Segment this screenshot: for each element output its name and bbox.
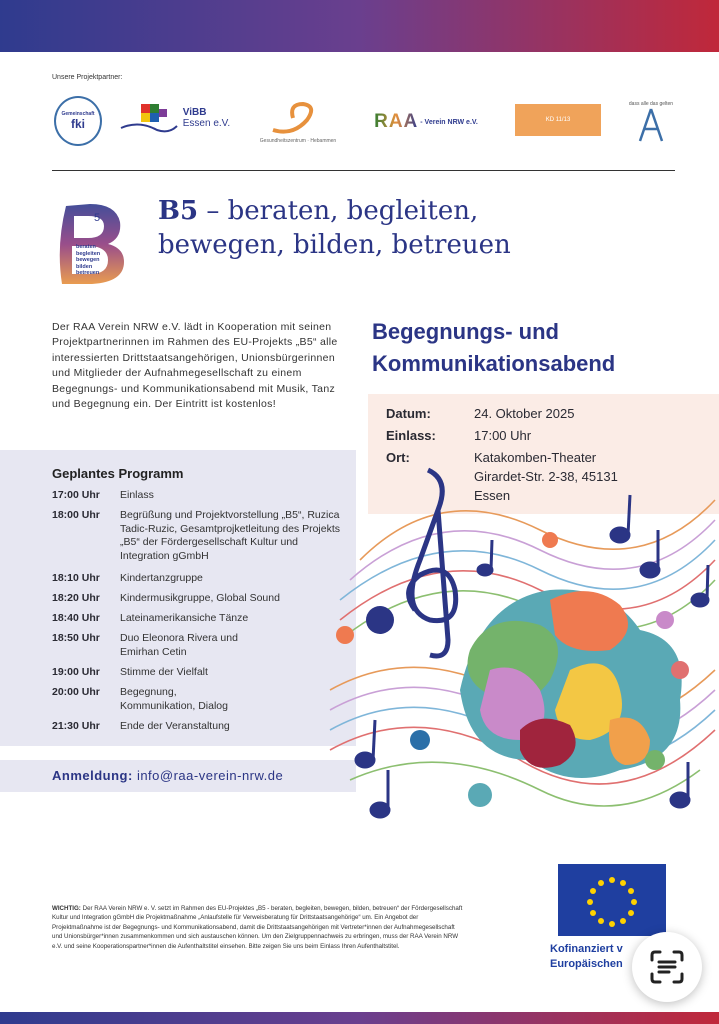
event-title-line1: Begegnungs- und: [372, 319, 559, 344]
program-title: Geplantes Programm: [52, 466, 184, 481]
admission-value: 17:00 Uhr: [474, 428, 532, 443]
event-title-line2: Kommunikationsabend: [372, 351, 616, 376]
program-desc: Kindermusikgruppe, Global Sound: [120, 592, 280, 604]
registration-label: Anmeldung:: [52, 768, 133, 783]
music-illustration: [320, 440, 719, 850]
partner-logo-fki: [54, 96, 102, 146]
program-time: 18:20 Uhr: [52, 592, 100, 604]
partner-logo-health-center: [248, 98, 348, 146]
divider-line: [52, 170, 675, 171]
program-desc: Einlass: [120, 489, 154, 501]
location-label: Ort:: [386, 450, 410, 465]
admission-label: Einlass:: [386, 428, 436, 443]
title-bold: B5: [158, 196, 199, 226]
registration: [52, 768, 283, 783]
program-desc: Kindertanzgruppe: [120, 572, 203, 584]
eu-line2: Europäischen: [550, 958, 623, 970]
treble-clef-icon: [409, 470, 456, 656]
raa-wordmark: RAA: [374, 111, 419, 132]
logo-word: beraten: [76, 244, 96, 250]
program-desc: Begegnung, Kommunikation, Dialog: [120, 686, 228, 712]
eu-line1: Kofinanziert v: [550, 943, 623, 955]
vibb-sub: Essen e.V.: [182, 118, 231, 129]
program-desc: Lateinamerikansiche Tänze: [120, 612, 249, 624]
program-time: 18:00 Uhr: [52, 509, 100, 521]
partners-label: Unsere Projektpartner:: [52, 74, 123, 81]
program-desc: Begrüßung und Projektvorstellung „B5“, Ruzica Tadic-Ruzic, Gesamtprojketleitung des Projekts „B5“ der Fördergesellschaft Kultur und Integration gGmbH: [120, 509, 341, 562]
logo-word: bewegen: [76, 257, 100, 264]
partner-a-text: dass alle das gelten: [628, 101, 674, 107]
important-notice: [52, 904, 464, 951]
logo-word: bilden: [76, 263, 93, 270]
registration-email[interactable]: info@raa-verein-nrw.de: [132, 768, 284, 783]
notice-text: Der RAA Verein NRW e. V. setzt im Rahmen des EU-Projektes „B5 - beraten, begleiten, bewegen, bilden, betreuen“ der Fördergesellschaft Kultur und Integration gGmbH die Projektmaßnahme „Anlaufstelle für Verweisberatung für Drittstaatsangehörige“ um. Ein Angebot der Projektmaßnahme ist der Begegnungs- und Kommunikationsabend, damit die Drittstaatsangehörigen mit Vertreter*innen der Aufnahmegesellschaft und Unionsbürger*innen zusammenkommen und sich austauschen können. Um den Zielgruppennachweis zu erbringen, muss der RAA Verein NRW e.V. und seine Kooperationspartner*innen die Aufenthaltstitel einsehen. Bitte zeigen Sie uns beim Einlass Ihren Aufenthaltstitel.: [52, 905, 463, 950]
program-time: 17:00 Uhr: [52, 489, 100, 501]
eu-flag-icon: [558, 864, 666, 936]
health-center-swirl-icon: [263, 100, 333, 136]
program-time: 19:00 Uhr: [52, 666, 100, 678]
notice-label: WICHTIG:: [52, 905, 81, 912]
program-desc: Ende der Veranstaltung: [120, 720, 230, 732]
b5-logo-sup: 5: [94, 212, 101, 224]
logo-word: begleiten: [76, 250, 101, 257]
program-desc: Stimme der Vielfalt: [120, 666, 208, 678]
partner-logo-fki-line2: fki: [70, 117, 85, 131]
program-time: 18:40 Uhr: [52, 612, 100, 624]
b5-logo-words: [76, 244, 100, 277]
program-time: 18:10 Uhr: [52, 572, 100, 584]
partner-logo-vibb: [112, 98, 237, 138]
date-label: Datum:: [386, 406, 431, 421]
partner-logo-a: [626, 96, 676, 148]
partner-logo-raa: [352, 110, 500, 134]
health-center-sub: Gesundheitszentrum · Hebammen: [259, 138, 337, 144]
title-rest: – beraten, begleiten, bewegen, bilden, betreuen: [158, 196, 511, 260]
program-time: 18:50 Uhr: [52, 632, 100, 644]
scan-text-icon: [649, 949, 685, 985]
logo-word: betreuen: [76, 270, 100, 277]
raa-sub: - Verein NRW e.V.: [420, 118, 478, 126]
partner-logo-fki-line1: Gemeinschaft: [61, 111, 95, 117]
page-title: [158, 194, 558, 262]
intro-text: Der RAA Verein NRW e.V. lädt in Kooperation mit seinen Projektpartnerinnen im Rahmen des EU-Projekts „B5“ alle interessierten Drittstaatsangehörigen, Unionsbürgerinnen und Mitglieder der Aufnahmegesellschaft zu einem Begegnungs- und Kommunikationsabend mit Musik, Tanz und Begegnung ein. Der Eintritt ist kostenlos!: [52, 321, 338, 411]
program-desc: Duo Eleonora Rivera und Emirhan Cetin: [120, 632, 238, 658]
program-time: 21:30 Uhr: [52, 720, 100, 732]
vibb-name: ViBB: [182, 107, 207, 118]
b5-logo: [52, 196, 134, 290]
event-title: [372, 316, 692, 380]
kd-text: KD 11/13: [545, 117, 571, 123]
vibb-puzzle-icon: [119, 100, 179, 136]
top-gradient-bar: [0, 0, 719, 52]
letter-a-icon: [636, 107, 666, 143]
scan-text-button[interactable]: [632, 932, 702, 1002]
location-value: Katakomben-Theater Girardet-Str. 2-38, 45131 Essen: [474, 450, 618, 503]
bottom-gradient-bar: [0, 1012, 719, 1024]
date-value: 24. Oktober 2025: [474, 406, 575, 421]
partner-logo-kd: [515, 104, 601, 136]
program-time: 20:00 Uhr: [52, 686, 100, 698]
